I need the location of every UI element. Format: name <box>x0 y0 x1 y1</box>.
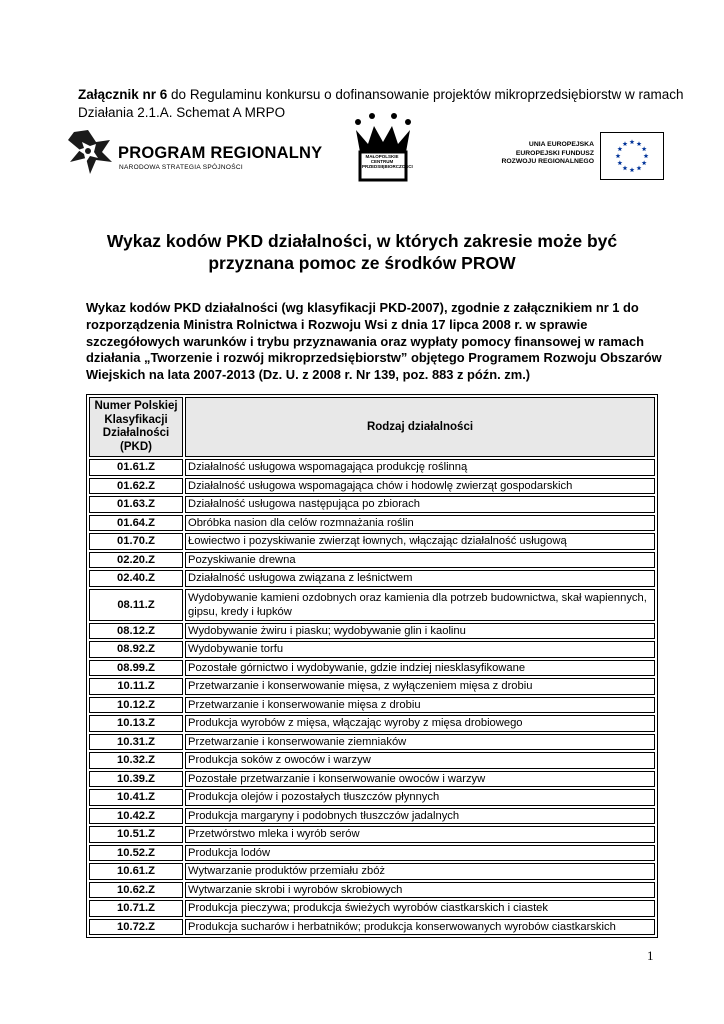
eu-flag-icon <box>600 132 664 180</box>
eu-logo <box>490 132 665 180</box>
pkd-code-cell: 08.12.Z <box>89 623 183 640</box>
document-title <box>40 230 684 274</box>
activity-cell: Przetwarzanie i konserwowanie ziemniaków <box>185 734 655 751</box>
header-code-line: Numer Polskiej <box>94 400 178 412</box>
eu-line3: ROZWOJU REGIONALNEGO <box>501 158 594 166</box>
program-subtitle: NARODOWA STRATEGIA SPÓJNOŚCI <box>119 164 243 171</box>
table-row <box>89 863 655 880</box>
pkd-code-cell: 10.61.Z <box>89 863 183 880</box>
activity-cell: Wydobywanie kamieni ozdobnych oraz kamienia dla potrzeb budownictwa, skał wapiennych, gipsu, kredy i łupków <box>185 589 655 621</box>
table-row <box>89 570 655 587</box>
table-row <box>89 641 655 658</box>
activity-cell: Produkcja soków z owoców i warzyw <box>185 752 655 769</box>
page-number: 1 <box>647 948 654 963</box>
table-row <box>89 678 655 695</box>
malopolska-text <box>362 154 413 169</box>
activity-cell: Produkcja wyrobów z mięsa, włączając wyroby z mięsa drobiowego <box>185 715 655 732</box>
table-row <box>89 459 655 476</box>
pkd-code-cell: 08.99.Z <box>89 660 183 677</box>
table-row <box>89 734 655 751</box>
pkd-table <box>86 394 658 938</box>
table-row <box>89 552 655 569</box>
pkd-code-cell: 10.39.Z <box>89 771 183 788</box>
activity-cell: Wytwarzanie produktów przemiału zbóż <box>185 863 655 880</box>
malopolska-line2: CENTRUM <box>370 159 394 164</box>
activity-cell: Przetwórstwo mleka i wyrób serów <box>185 826 655 843</box>
crown-icon <box>352 112 414 182</box>
pkd-code-cell: 01.61.Z <box>89 459 183 476</box>
header-code-line: Działalności <box>102 427 170 439</box>
activity-cell: Produkcja sucharów i herbatników; produkcja konserwowanych wyrobów ciastkarskich <box>185 919 655 936</box>
title-line1: Wykaz kodów PKD działalności, w których zakresie może być <box>106 231 618 251</box>
activity-cell: Pozostałe przetwarzanie i konserwowanie owoców i warzyw <box>185 771 655 788</box>
activity-cell: Działalność usługowa związana z leśnictwem <box>185 570 655 587</box>
table-row <box>89 826 655 843</box>
activity-cell: Produkcja margaryny i podobnych tłuszczów jadalnych <box>185 808 655 825</box>
table-row <box>89 478 655 495</box>
activity-cell: Wydobywanie żwiru i piasku; wydobywanie glin i kaolinu <box>185 623 655 640</box>
activity-cell: Obróbka nasion dla celów rozmnażania roślin <box>185 515 655 532</box>
table-row <box>89 715 655 732</box>
table-header-row <box>89 397 655 457</box>
table-row <box>89 919 655 936</box>
pkd-code-cell: 10.62.Z <box>89 882 183 899</box>
pkd-code-cell: 08.11.Z <box>89 589 183 621</box>
table-row <box>89 845 655 862</box>
pkd-code-cell: 10.31.Z <box>89 734 183 751</box>
activity-cell: Działalność usługowa wspomagająca produkcję roślinną <box>185 459 655 476</box>
activity-cell: Pozyskiwanie drewna <box>185 552 655 569</box>
table-row <box>89 515 655 532</box>
pkd-code-cell: 01.64.Z <box>89 515 183 532</box>
pkd-code-cell: 10.12.Z <box>89 697 183 714</box>
table-row <box>89 808 655 825</box>
pkd-code-cell: 01.62.Z <box>89 478 183 495</box>
eu-line1: UNIA EUROPEJSKA <box>528 141 594 148</box>
activity-cell: Produkcja lodów <box>185 845 655 862</box>
table-row <box>89 496 655 513</box>
activity-cell: Działalność usługowa następująca po zbiorach <box>185 496 655 513</box>
activity-cell: Produkcja olejów i pozostałych tłuszczów płynnych <box>185 789 655 806</box>
title-line2: przyznana pomoc ze środków PROW <box>208 253 516 273</box>
header-pkd-code <box>89 397 183 457</box>
table-body <box>89 459 655 935</box>
malopolska-line3: PRZEDSIĘBIORCZOŚCI <box>362 164 413 169</box>
pkd-code-cell: 10.71.Z <box>89 900 183 917</box>
header-code-line: Klasyfikacji <box>104 413 168 426</box>
pkd-code-cell: 10.51.Z <box>89 826 183 843</box>
malopolska-line1: MAŁOPOLSKIE <box>365 154 399 159</box>
activity-cell: Przetwarzanie i konserwowanie mięsa, z wyłączeniem mięsa z drobiu <box>185 678 655 695</box>
pkd-code-cell: 10.42.Z <box>89 808 183 825</box>
intro-paragraph: Wykaz kodów PKD działalności (wg klasyfikacji PKD-2007), zgodnie z załącznikiem nr 1 do rozporządzenia Ministra Rolnictwa i Rozwoju Wsi z dnia 17 lipca 2008 r. w sprawie szczegółowych warunków i trybu przyznawania oraz wypłaty pomocy finansowej w ramach działania „Tworzenie i rozwój mikroprzedsiębiorstw” objętego Programem Rozwoju Obszarów Wiejskich na lata 2007-2013 (Dz. U. z 2008 r. Nr 139, poz. 883 z późn. zm.) <box>86 300 662 383</box>
table-row <box>89 589 655 621</box>
pkd-code-cell: 10.52.Z <box>89 845 183 862</box>
activity-cell: Produkcja pieczywa; produkcja świeżych wyrobów ciastkarskich i ciastek <box>185 900 655 917</box>
table-row <box>89 771 655 788</box>
header-activity: Rodzaj działalności <box>185 397 655 457</box>
pkd-code-cell: 01.63.Z <box>89 496 183 513</box>
eu-text <box>490 141 594 167</box>
eu-line2: EUROPEJSKI FUNDUSZ <box>515 149 594 157</box>
activity-cell: Łowiectwo i pozyskiwanie zwierząt łownych, włączając działalność usługową <box>185 533 655 550</box>
attachment-text: do Regulaminu konkursu o dofinansowanie projektów mikroprzedsiębiorstw w ramach Działania 2.1.A. Schemat A MRPO <box>78 87 684 120</box>
activity-cell: Wydobywanie torfu <box>185 641 655 658</box>
activity-cell: Pozostałe górnictwo i wydobywanie, gdzie indziej niesklasyfikowane <box>185 660 655 677</box>
table-row <box>89 660 655 677</box>
table-row <box>89 623 655 640</box>
table-row <box>89 882 655 899</box>
pkd-code-cell: 02.40.Z <box>89 570 183 587</box>
program-name: PROGRAM REGIONALNY <box>118 144 323 162</box>
malopolska-logo <box>352 112 414 182</box>
table-row <box>89 900 655 917</box>
pkd-code-cell: 10.13.Z <box>89 715 183 732</box>
pkd-code-cell: 10.72.Z <box>89 919 183 936</box>
program-star-icon <box>66 128 114 178</box>
pkd-code-cell: 01.70.Z <box>89 533 183 550</box>
activity-cell: Przetwarzanie i konserwowanie mięsa z drobiu <box>185 697 655 714</box>
pkd-code-cell: 10.41.Z <box>89 789 183 806</box>
pkd-code-cell: 02.20.Z <box>89 552 183 569</box>
table-row <box>89 697 655 714</box>
table-row <box>89 533 655 550</box>
activity-cell: Działalność usługowa wspomagająca chów i hodowlę zwierząt gospodarskich <box>185 478 655 495</box>
pkd-code-cell: 08.92.Z <box>89 641 183 658</box>
program-regionalny-logo <box>66 128 323 180</box>
table-row <box>89 752 655 769</box>
header-code-line: (PKD) <box>120 440 152 453</box>
pkd-code-cell: 10.32.Z <box>89 752 183 769</box>
attachment-label: Załącznik nr 6 <box>78 87 168 102</box>
pkd-code-cell: 10.11.Z <box>89 678 183 695</box>
activity-cell: Wytwarzanie skrobi i wyrobów skrobiowych <box>185 882 655 899</box>
table-row <box>89 789 655 806</box>
